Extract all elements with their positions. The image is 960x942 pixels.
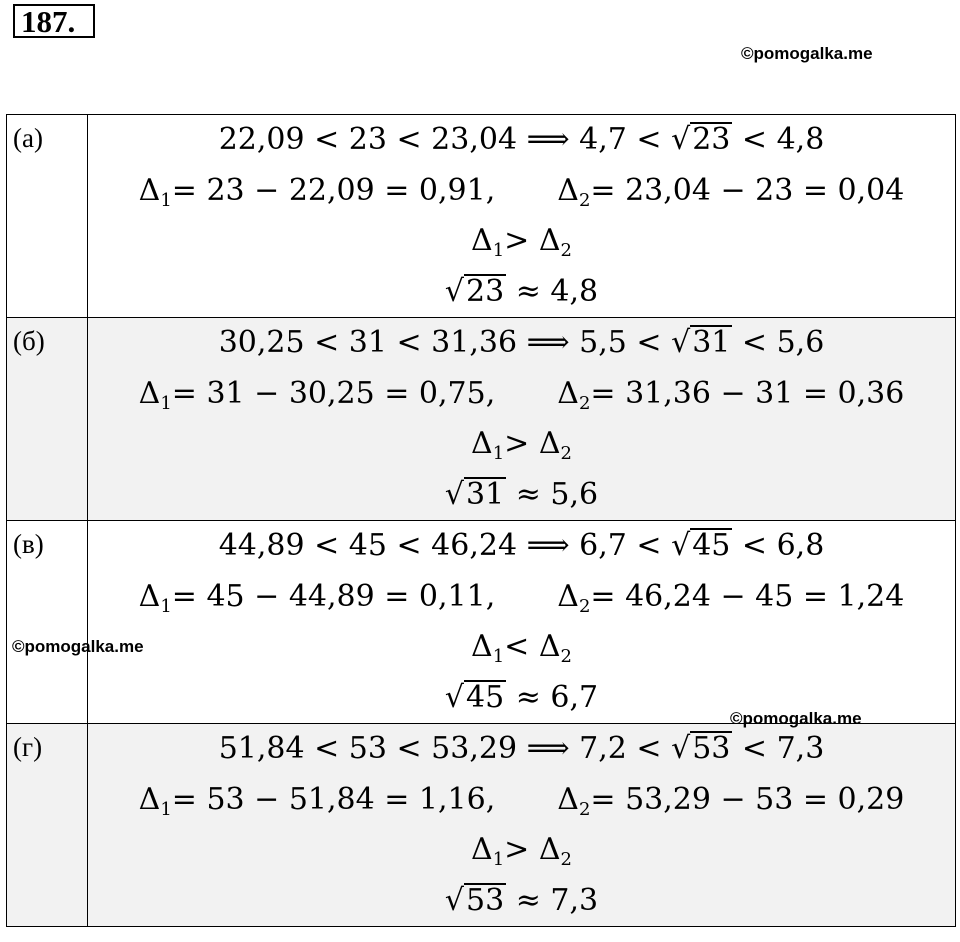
solutions-table xyxy=(6,114,956,927)
compare-line: $\Delta_1> \Delta_2$ xyxy=(471,223,572,261)
solution-row-c xyxy=(7,521,956,724)
sqrt-symbol: √23 xyxy=(444,273,505,309)
delta-line: $\Delta_1= 23 - 22,09 = 0,91$, $\Delta_2= 23,04 - 23 = 0,04$ xyxy=(138,172,905,211)
row-math xyxy=(88,318,956,521)
solution-row-a xyxy=(7,115,956,318)
result-line: √53 ≈ 7,3 xyxy=(88,876,955,927)
compare-line: $\Delta_1> \Delta_2$ xyxy=(471,426,572,464)
result-line: √23 ≈ 4,8 xyxy=(88,267,955,318)
solution-row-b xyxy=(7,318,956,521)
sqrt-symbol: √45 xyxy=(671,528,731,563)
delta-line: $\Delta_1= 45 - 44,89 = 0,11$, $\Delta_2= 46,24 - 45 = 1,24$ xyxy=(138,578,905,617)
estimate-line: 22,09 < 23 < 23,04 ⟹ 4,7 < √23 < 4,8 xyxy=(88,115,955,166)
sqrt-symbol: √31 xyxy=(444,476,505,512)
row-math xyxy=(88,115,956,318)
estimate-line: 51,84 < 53 < 53,29 ⟹ 7,2 < √53 < 7,3 xyxy=(88,724,955,775)
solution-row-d xyxy=(7,724,956,927)
row-label: (а) xyxy=(7,115,88,318)
sqrt-symbol: √53 xyxy=(671,731,731,766)
compare-line: $\Delta_1< \Delta_2$ xyxy=(471,629,572,667)
sqrt-symbol: √23 xyxy=(671,122,731,157)
row-math xyxy=(88,521,956,724)
row-label: (в) xyxy=(7,521,88,724)
sqrt-symbol: √53 xyxy=(444,882,505,918)
delta-line: $\Delta_1= 53 - 51,84 = 1,16$, $\Delta_2= 53,29 - 53 = 0,29$ xyxy=(138,781,905,820)
watermark-lower: ©pomogalka.me xyxy=(730,709,862,728)
compare-line: $\Delta_1> \Delta_2$ xyxy=(471,832,572,870)
delta-line: $\Delta_1= 31 - 30,25 = 0,75$, $\Delta_2= 31,36 - 31 = 0,36$ xyxy=(138,375,905,414)
row-label: (б) xyxy=(7,318,88,521)
sqrt-symbol: √31 xyxy=(671,325,731,360)
watermark-middle: ©pomogalka.me xyxy=(12,637,144,656)
estimate-line: 44,89 < 45 < 46,24 ⟹ 6,7 < √45 < 6,8 xyxy=(88,521,955,572)
estimate-line: 30,25 < 31 < 31,36 ⟹ 5,5 < √31 < 5,6 xyxy=(88,318,955,369)
row-math xyxy=(88,724,956,927)
row-label: (г) xyxy=(7,724,88,927)
watermark-top: ©pomogalka.me xyxy=(741,44,873,63)
result-line: √31 ≈ 5,6 xyxy=(88,470,955,521)
result-line: √45 ≈ 6,7 xyxy=(88,673,955,724)
sqrt-symbol: √45 xyxy=(444,679,505,715)
problem-number: 187. xyxy=(13,4,95,38)
